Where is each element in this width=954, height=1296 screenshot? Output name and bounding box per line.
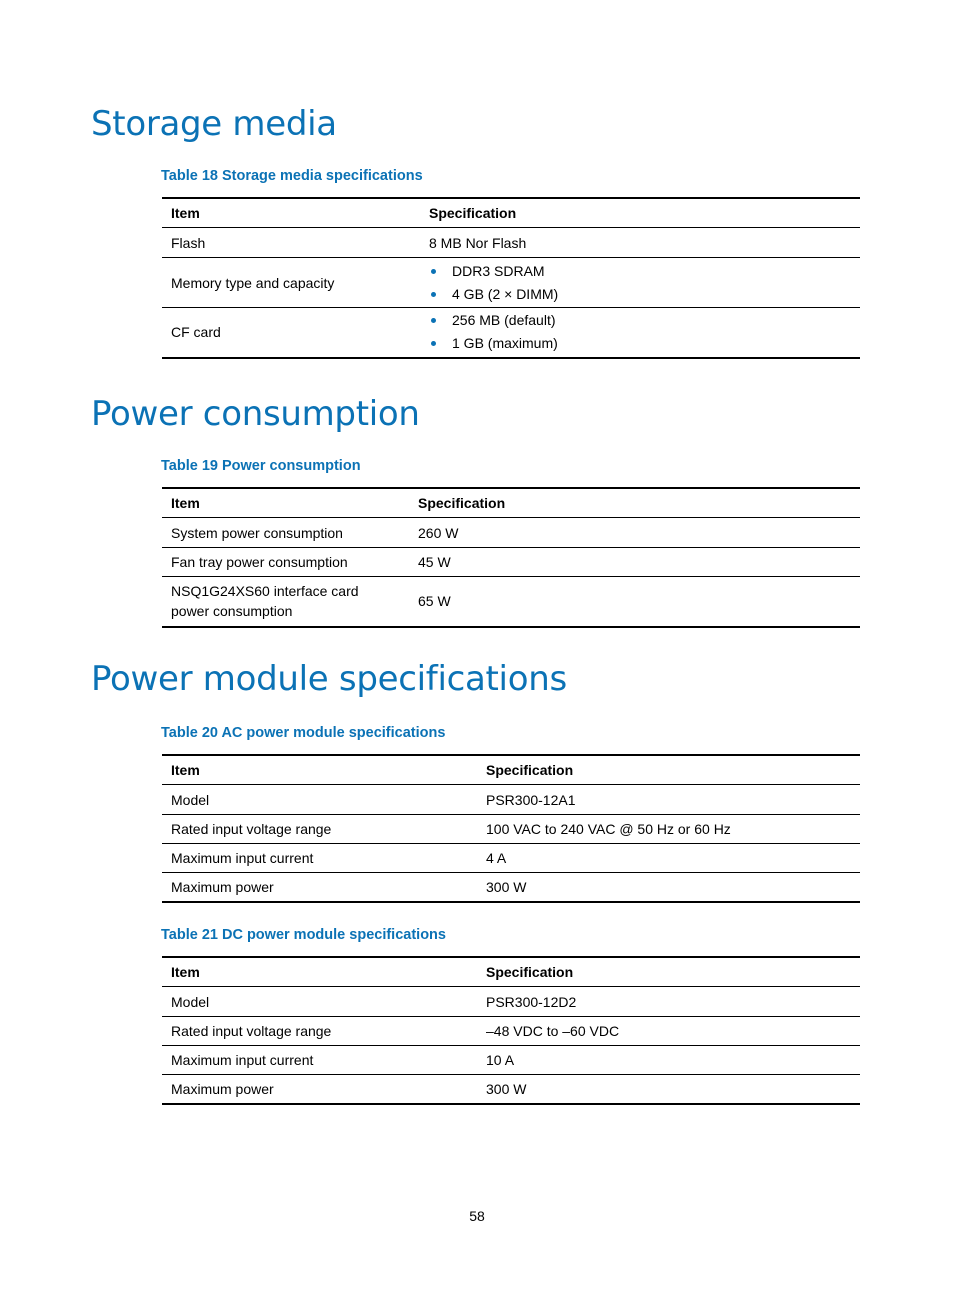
table-row (162, 518, 860, 548)
table-row (162, 785, 860, 815)
spec-cell: 10 A (477, 1046, 860, 1075)
spec-cell: 8 MB Nor Flash (420, 228, 860, 258)
spec-cell: 65 W (418, 593, 451, 610)
column-header-specification: Specification (477, 755, 860, 785)
list-item: 4 GB (2 × DIMM) (429, 283, 860, 306)
column-header-item: Item (162, 198, 420, 228)
table-header-row (162, 488, 860, 518)
table-row (162, 1017, 860, 1046)
item-cell: Rated input voltage range (162, 815, 477, 844)
bullet-list (429, 260, 860, 306)
table-row (162, 548, 860, 577)
table-row (162, 987, 860, 1017)
spec-cell: PSR300-12A1 (477, 785, 860, 815)
section-title-power-consumption: Power consumption (91, 394, 420, 434)
item-cell: Memory type and capacity (162, 258, 420, 308)
spec-cell (420, 308, 860, 358)
storage-media-table (162, 197, 860, 359)
column-header-specification: Specification (477, 957, 860, 987)
spec-cell: 45 W (409, 548, 860, 577)
item-cell: CF card (171, 324, 221, 341)
item-cell: Model (162, 987, 477, 1017)
item-cell: Model (162, 785, 477, 815)
table-row (162, 308, 860, 358)
table-19-caption: Table 19 Power consumption (161, 458, 361, 474)
spec-cell: –48 VDC to –60 VDC (477, 1017, 860, 1046)
table-row (162, 815, 860, 844)
table-header-row (162, 957, 860, 987)
dc-power-module-table (162, 956, 860, 1105)
item-line: power consumption (171, 603, 293, 620)
table-20-caption: Table 20 AC power module specifications (161, 725, 446, 741)
column-header-specification: Specification (409, 488, 860, 518)
ac-power-module-table (162, 754, 860, 903)
item-cell (162, 577, 409, 627)
spec-cell: 4 A (477, 844, 860, 873)
spec-cell (420, 258, 860, 308)
table-header-row (162, 198, 860, 228)
spec-cell: 100 VAC to 240 VAC @ 50 Hz or 60 Hz (477, 815, 860, 844)
item-line: NSQ1G24XS60 interface card (171, 583, 359, 600)
column-header-item: Item (162, 488, 409, 518)
column-header-specification: Specification (420, 198, 860, 228)
section-title-storage-media: Storage media (91, 104, 337, 144)
item-cell: Maximum power (171, 878, 274, 895)
item-cell: Rated input voltage range (162, 1017, 477, 1046)
item-cell: System power consumption (162, 518, 409, 548)
list-item: 256 MB (default) (429, 309, 860, 332)
table-row (162, 873, 860, 902)
item-cell: Maximum input current (162, 1046, 477, 1075)
item-cell: Maximum power (171, 1080, 274, 1097)
column-header-item: Item (162, 957, 477, 987)
spec-cell: 260 W (409, 518, 860, 548)
table-header-row (162, 755, 860, 785)
table-row (162, 577, 860, 627)
list-item: DDR3 SDRAM (429, 260, 860, 283)
item-cell: Maximum input current (162, 844, 477, 873)
spec-cell: PSR300-12D2 (477, 987, 860, 1017)
table-row (162, 228, 860, 258)
table-row (162, 844, 860, 873)
spec-cell: 300 W (486, 878, 527, 895)
bullet-list (429, 309, 860, 355)
item-cell: Flash (162, 228, 420, 258)
table-row (162, 258, 860, 308)
section-title-power-module-specifications: Power module specifications (91, 659, 567, 699)
power-consumption-table (162, 487, 860, 628)
item-cell: Fan tray power consumption (162, 548, 409, 577)
list-item: 1 GB (maximum) (429, 332, 860, 355)
table-row (162, 1075, 860, 1104)
page-number: 58 (469, 1208, 485, 1224)
column-header-item: Item (162, 755, 477, 785)
table-21-caption: Table 21 DC power module specifications (161, 927, 446, 943)
table-row (162, 1046, 860, 1075)
spec-cell: 300 W (486, 1080, 527, 1097)
table-18-caption: Table 18 Storage media specifications (161, 168, 423, 184)
